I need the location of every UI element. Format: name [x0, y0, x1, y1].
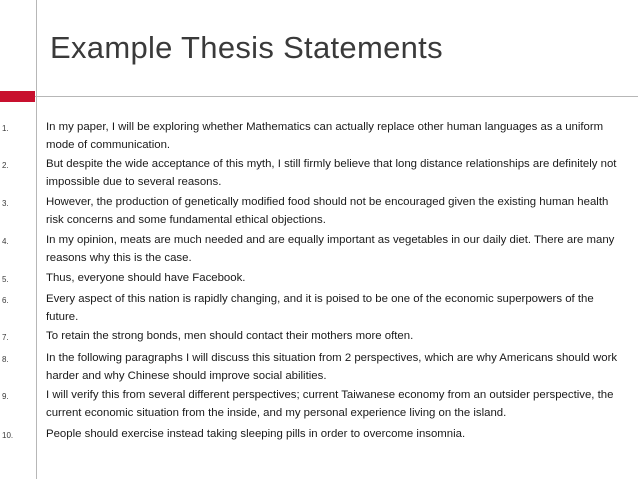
vertical-divider — [36, 0, 37, 479]
item-number: 6. — [2, 296, 9, 305]
item-number: 1. — [2, 124, 9, 133]
item-text: Every aspect of this nation is rapidly changing, and it is poised to be one of the economic superpowers of the future. — [46, 293, 594, 323]
item-number: 2. — [2, 161, 9, 170]
accent-bar — [0, 91, 35, 102]
item-text: But despite the wide acceptance of this myth, I still firmly believe that long distance relationships are definitely not impossible due to several reasons. — [46, 158, 617, 188]
item-text: People should exercise instead taking sleeping pills in order to overcome insomnia. — [46, 428, 466, 440]
horizontal-divider — [0, 96, 638, 97]
item-number: 9. — [2, 392, 9, 401]
item-text: In my paper, I will be exploring whether Mathematics can actually replace other human languages as a uniform mode of communication. — [46, 121, 604, 151]
item-text: Thus, everyone should have Facebook. — [46, 272, 246, 284]
item-number: 7. — [2, 333, 9, 342]
item-number: 10. — [2, 431, 14, 440]
item-number: 4. — [2, 237, 9, 246]
slide-title: Example Thesis Statements — [50, 30, 443, 65]
item-text: In the following paragraphs I will discuss this situation from 2 perspectives, which are why Americans should work harder and why Chinese should improve social abilities. — [46, 352, 618, 382]
item-text: I will verify this from several different perspectives; current Taiwanese economy from an outsider perspective, the current economic situation from the inside, and my personal experience living on the island. — [46, 389, 614, 419]
item-text: However, the production of genetically modified food should not be encouraged given the existing human health risk concerns and some fundamental ethical objections. — [46, 196, 609, 226]
item-number: 3. — [2, 199, 9, 208]
item-number: 8. — [2, 355, 9, 364]
item-text: In my opinion, meats are much needed and are equally important as vegetables in our daily diet. There are many reasons why this is the case. — [46, 234, 615, 264]
item-text: To retain the strong bonds, men should contact their mothers more often. — [46, 330, 414, 342]
item-number: 5. — [2, 275, 9, 284]
